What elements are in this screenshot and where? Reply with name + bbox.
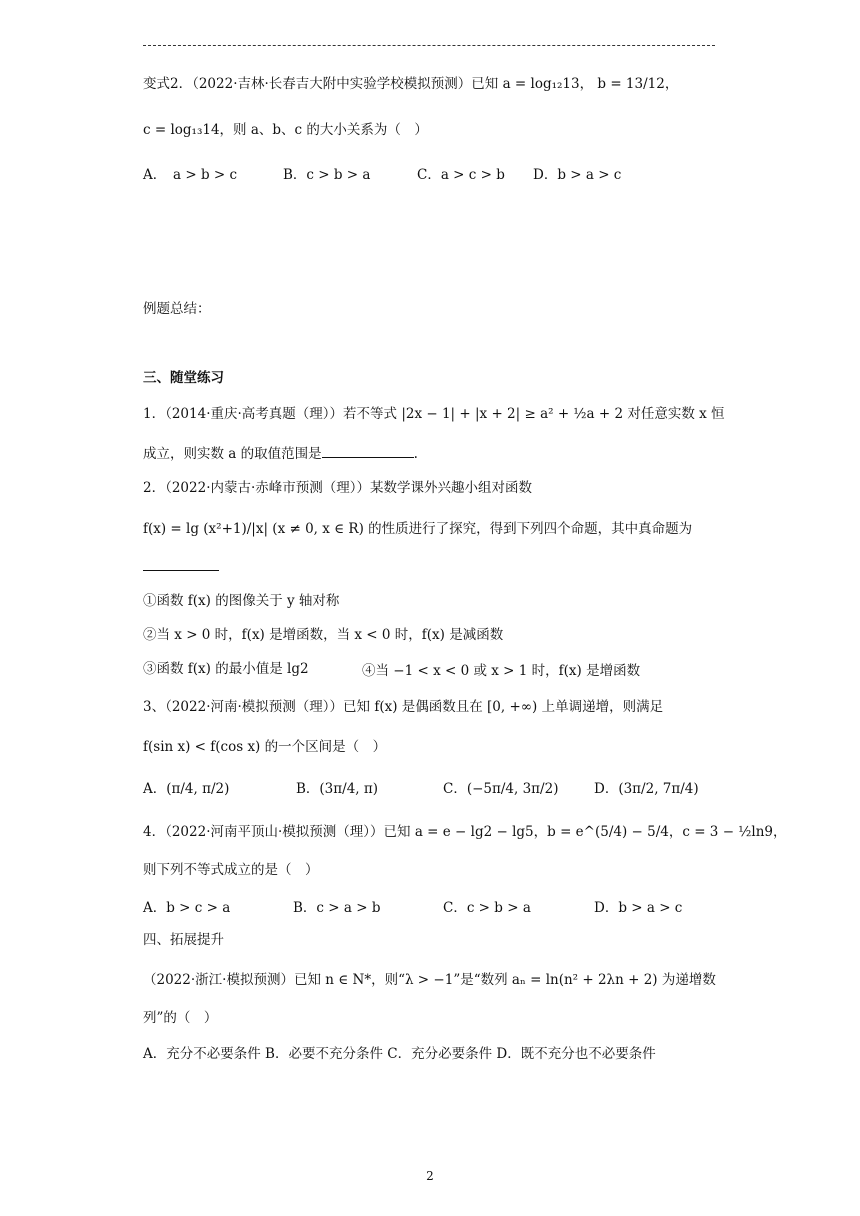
variant2-line2: c = log₁₃14，则 a、b、c 的大小关系为（ ） <box>143 122 428 138</box>
q4-option-c: C．c > b > a <box>443 900 531 916</box>
q1-line2-text: 成立，则实数 a 的取值范围是 <box>143 446 322 462</box>
variant2-line1: 变式2．（2022·吉林·长春吉大附中实验学校模拟预测）已知 a = log₁₂13， b = 13/12， <box>143 76 679 92</box>
q2-answer-line <box>143 557 219 577</box>
q4-line2: 则下列不等式成立的是（ ） <box>143 862 319 878</box>
q3-option-c: C．(−5π/4, 3π/2) <box>443 781 559 797</box>
q3-line2: f(sin x) < f(cos x) 的一个区间是（ ） <box>143 739 387 755</box>
q5-line2: 列”的（ ） <box>143 1010 218 1026</box>
header-rule <box>143 45 715 46</box>
q3-option-b: B．(3π/4, π) <box>296 781 379 797</box>
q3-line1: 3、（2022·河南·模拟预测（理））已知 f(x) 是偶函数且在 [0, +∞) 上单调递增，则满足 <box>143 699 664 715</box>
q2-proposition-2: ②当 x > 0 时，f(x) 是增函数，当 x < 0 时，f(x) 是减函数 <box>143 627 504 643</box>
variant2-option-b: B．c > b > a <box>283 167 371 183</box>
q4-option-a: A．b > c > a <box>143 900 231 916</box>
variant2-option-d: D．b > a > c <box>533 167 622 183</box>
q1-line2: 成立，则实数 a 的取值范围是 . <box>143 446 418 462</box>
q2-line1: 2．（2022·内蒙古·赤峰市预测（理））某数学课外兴趣小组对函数 <box>143 480 533 496</box>
q3-option-d: D．(3π/2, 7π/4) <box>594 781 699 797</box>
q4-option-d: D．b > a > c <box>594 900 683 916</box>
q2-proposition-3: ③函数 f(x) 的最小值是 lg2 <box>143 661 309 677</box>
example-summary: 例题总结： <box>143 301 211 317</box>
q4-line1: 4．（2022·河南平顶山·模拟预测（理））已知 a = e − lg2 − lg5，b = e^(5/4) − 5/4，c = 3 − ½ln9， <box>143 824 787 840</box>
variant2-option-c: C．a > c > b <box>417 167 505 183</box>
variant2-option-a: A． a > b > c <box>143 167 238 183</box>
q2-proposition-4: ④当 −1 < x < 0 或 x > 1 时，f(x) 是增函数 <box>362 663 641 679</box>
answer-blank <box>322 445 414 458</box>
q4-option-b: B．c > a > b <box>293 900 381 916</box>
page-number: 2 <box>426 1169 434 1183</box>
q5-line1: （2022·浙江·模拟预测）已知 n ∈ N*，则“λ > −1”是“数列 aₙ = ln(n² + 2λn + 2) 为递增数 <box>143 972 716 988</box>
q1-line1: 1．（2014·重庆·高考真题（理））若不等式 |2x − 1| + |x + 2| ≥ a² + ½a + 2 对任意实数 x 恒 <box>143 406 725 422</box>
section3-title: 三、随堂练习 <box>143 370 224 386</box>
q5-options: A．充分不必要条件 B．必要不充分条件 C．充分必要条件 D．既不充分也不必要条件 <box>143 1046 656 1062</box>
q2-proposition-1: ①函数 f(x) 的图像关于 y 轴对称 <box>143 593 340 609</box>
answer-blank <box>143 558 219 571</box>
section4-title: 四、拓展提升 <box>143 932 224 948</box>
q3-option-a: A．(π/4, π/2) <box>143 781 230 797</box>
q2-line2: f(x) = lg (x²+1)/|x| (x ≠ 0, x ∈ R) 的性质进行了探究，得到下列四个命题，其中真命题为 <box>143 521 693 537</box>
